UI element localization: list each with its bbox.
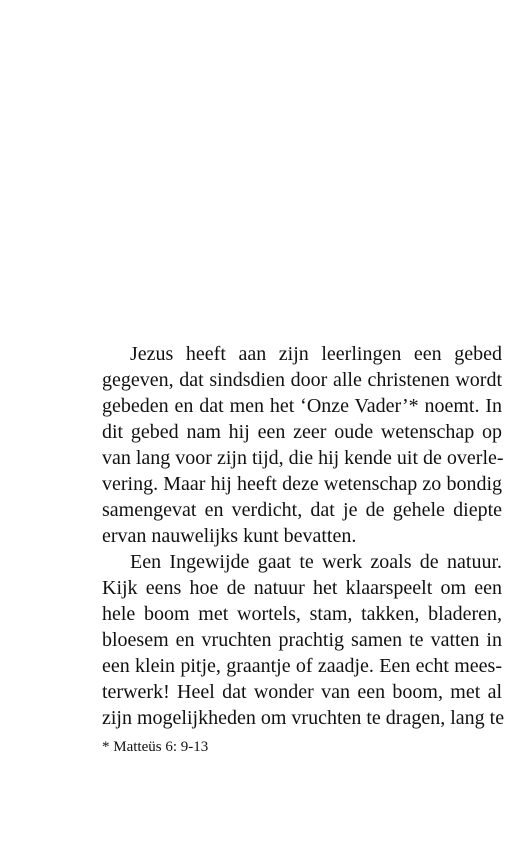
text-line: van lang voor zijn tijd, die hij kende uit de overle-: [102, 447, 504, 469]
text-line: samengevat en verdicht, dat je de gehele diepte: [102, 499, 502, 521]
footnote: * Matteüs 6: 9-13: [102, 739, 209, 755]
text-line: zijn mogelijkheden om vruchten te dragen, lang te: [102, 707, 505, 729]
text-line: vering. Maar hij heeft deze wetenschap zo bondig: [102, 473, 502, 495]
text-line: een klein pitje, graantje of zaadje. Een echt mees-: [102, 655, 502, 677]
text-line: terwerk! Heel dat wonder van een boom, met al: [102, 681, 502, 703]
text-line: Een Ingewijde gaat te werk zoals de natuur.: [130, 551, 502, 573]
text-line: gebeden en dat men het ‘Onze Vader’* noemt. In: [102, 395, 502, 417]
text-line: Jezus heeft aan zijn leerlingen een gebed: [130, 343, 502, 365]
text-line: hele boom met wortels, stam, takken, bladeren,: [102, 603, 502, 625]
text-line: ervan nauwelijks kunt bevatten.: [102, 525, 357, 547]
text-line: bloesem en vruchten prachtig samen te vatten in: [102, 629, 502, 651]
text-line: gegeven, dat sindsdien door alle christenen wordt: [102, 369, 502, 391]
text-line: dit gebed nam hij een zeer oude wetenschap op: [102, 421, 502, 443]
text-line: Kijk eens hoe de natuur het klaarspeelt om een: [102, 577, 502, 599]
